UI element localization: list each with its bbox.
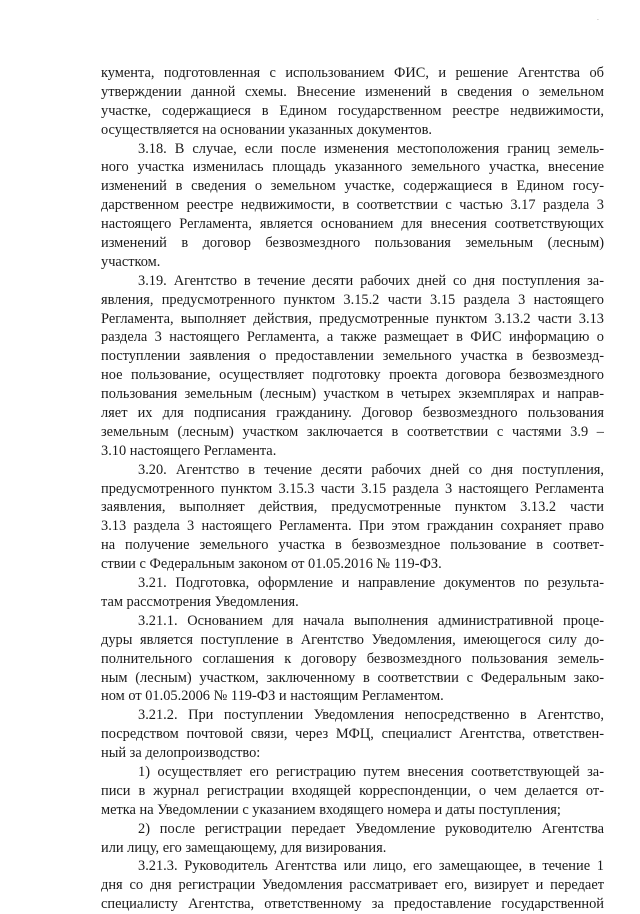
text-line: участке, содержащиеся в Едином государственном реестре недвижимости, xyxy=(101,102,604,119)
text-line: ляет их для подписания гражданину. Договор безвозмездного пользования xyxy=(101,405,604,422)
text-line: ствии с Федеральным законом от 01.05.2016 № 119-ФЗ. xyxy=(101,556,442,573)
text-line: дарственном реестре недвижимости, в соответствии с частью 3.17 раздела 3 xyxy=(101,197,604,214)
text-line: 3.18. В случае, если после изменения местоположения границ земель- xyxy=(138,140,604,157)
text-line: изменений в сведения о земельном участке, содержащиеся в Едином госу- xyxy=(101,178,604,195)
text-line: 3.13 раздела 3 настоящего Регламента. При этом гражданин сохраняет право xyxy=(101,518,604,535)
paragraph-p-3-20 xyxy=(101,461,604,574)
text-line: 3.21.2. При поступлении Уведомления непосредственно в Агентство, xyxy=(138,707,604,724)
paragraph-p-3-21-2 xyxy=(101,706,604,763)
text-line: 3.21. Подготовка, оформление и направление документов по результа- xyxy=(138,575,604,592)
text-line: заявления, выполняет действия, предусмотренные пунктом 3.13.2 части xyxy=(101,499,604,516)
paragraph-p-item-2 xyxy=(101,820,604,858)
text-line: явления, предусмотренного пунктом 3.15.2 части 3.15 раздела 3 настоящего xyxy=(101,291,604,308)
paragraph-p-3-21 xyxy=(101,574,604,612)
text-line: ном от 01.05.2006 № 119-ФЗ и настоящим Регламентом. xyxy=(101,688,444,705)
text-line: поступлении заявления о предоставлении земельного участка в безвозмезд- xyxy=(101,348,604,365)
text-line: настоящего Регламента, является основанием для внесения соответствующих xyxy=(101,216,604,233)
text-line: 3.20. Агентство в течение десяти рабочих дней со дня поступления, xyxy=(138,461,604,478)
paragraph-p-3-21-3 xyxy=(101,857,604,914)
text-line: Регламента, выполняет действия, предусмотренные пунктом 3.13.2 части 3.13 xyxy=(101,310,604,327)
text-line: кумента, подготовленная с использованием ФИС, и решение Агентства об xyxy=(101,65,604,81)
text-line: полнительного соглашения к договору безвозмездного пользования земель- xyxy=(101,650,604,667)
text-line: 3.21.3. Руководитель Агентства или лицо, его замещающее, в течение 1 xyxy=(138,858,604,875)
paragraph-p-3-21-1 xyxy=(101,612,604,706)
paragraph-p-3-19 xyxy=(101,272,604,461)
text-line: 3.19. Агентство в течение десяти рабочих дней со дня поступления за- xyxy=(138,272,604,289)
paragraph-p-cont xyxy=(101,64,604,140)
text-line: 2) после регистрации передает Уведомление руководителю Агентства xyxy=(138,820,604,837)
text-line: метка на Уведомлении с указанием входящего номера и даты поступления; xyxy=(101,801,561,818)
text-line: специалисту Агентства, ответственному за предоставление государственной xyxy=(101,896,604,913)
text-line: ным (лесным) участком, заключенному в соответствии с Федеральным зако- xyxy=(101,669,604,686)
text-line: или лицу, его замещающему, для визирования. xyxy=(101,839,387,856)
text-line: предусмотренного пунктом 3.15.3 части 3.15 раздела 3 настоящего Регламента xyxy=(101,480,604,497)
text-line: участком. xyxy=(101,253,161,270)
text-line: земельным (лесным) участком заключается в соответствии с частями 3.9 – xyxy=(101,423,604,440)
text-line: пользования земельным (лесным) участком в четырех экземплярах и направ- xyxy=(101,386,604,403)
text-line: раздела 3 настоящего Регламента, а также размещает в ФИС информацию о xyxy=(101,329,604,346)
text-line: 1) осуществляет его регистрацию путем внесения соответствующей за- xyxy=(138,763,604,780)
text-line: утверждении данной схемы. Внесение изменений в сведения о земельном xyxy=(101,83,604,100)
text-line: там рассмотрения Уведомления. xyxy=(101,593,299,610)
text-line: писи в журнал регистрации входящей корреспонденции, о чем делается от- xyxy=(101,782,604,799)
text-line: 3.21.1. Основанием для начала выполнения административной проце- xyxy=(138,612,604,629)
text-line: посредством почтовой связи, через МФЦ, специалист Агентства, ответствен- xyxy=(101,726,604,743)
text-line: дня со дня регистрации Уведомления рассматривает его, визирует и передает xyxy=(101,877,604,894)
text-line: дуры является поступление в Агентство Уведомления, имеющегося силу до- xyxy=(101,631,604,648)
text-line: ное пользование, осуществляет подготовку проекта договора безвозмездного xyxy=(101,367,604,384)
text-line: ного участка изменилась площадь указанного земельного участка, внесение xyxy=(101,159,604,176)
scan-speck: · xyxy=(597,17,599,24)
text-line: ный за делопроизводство: xyxy=(101,745,261,762)
document-body xyxy=(101,64,604,914)
text-line: на получение земельного участка в безвозмездное пользование в соответ- xyxy=(101,537,604,554)
paragraph-p-3-18 xyxy=(101,140,604,272)
text-line: осуществляется на основании указанных документов. xyxy=(101,121,433,138)
paragraph-p-item-1 xyxy=(101,763,604,820)
text-line: изменений в договор безвозмездного пользования земельным (лесным) xyxy=(101,235,604,252)
text-line: 3.10 настоящего Регламента. xyxy=(101,442,277,459)
